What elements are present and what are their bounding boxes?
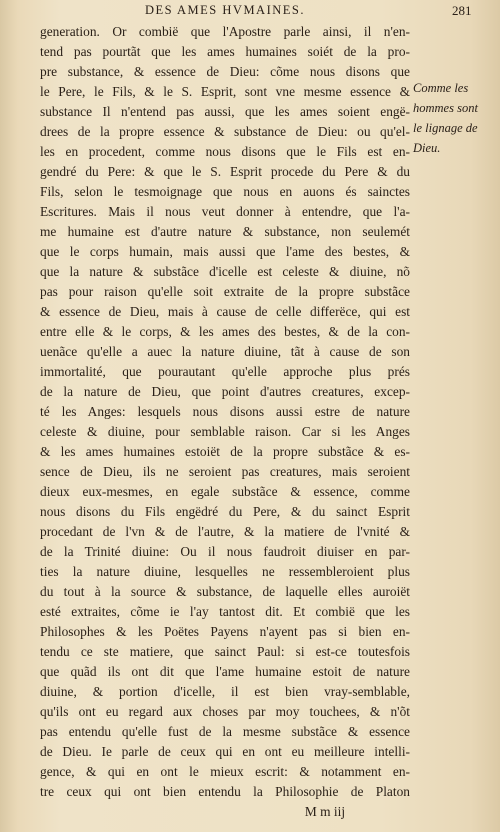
- running-title: DES AMES HVMAINES.: [144, 3, 305, 17]
- text-line: Fils, selon le tesmoignage que nous en auons és sainctes: [40, 184, 410, 199]
- text-line: diuine, & portion d'icelle, il est bien vray-semblable,: [40, 684, 410, 699]
- text-line: gendré du Pere: & que le S. Esprit procede du Pere & du: [40, 164, 410, 179]
- text-line: de la Trinité diuine: Ou il nous faudroit diuiser en par-: [40, 544, 410, 559]
- text-line: té les Anges: lesquels nous disons aussi estre de nature: [40, 404, 410, 419]
- text-line: tre ceux qui ont bien entendu la Philosophie de Platon: [40, 784, 410, 799]
- text-line: generation. Or combië que l'Apostre parle ainsi, il n'en-: [40, 24, 410, 39]
- text-line: les en procedent, comme nous disons que le Fils est en-: [40, 144, 410, 159]
- text-line: pas entendu qu'elle fust de la mesme substãce & essence: [40, 724, 410, 739]
- text-line: nous disons du Fils engëdré du Pere, & du sainct Esprit: [40, 504, 410, 519]
- text-line: pre substance, & essence de Dieu: cõme nous disons que: [40, 64, 410, 79]
- text-line: que le corps humain, mais aussi que l'ame des bestes, &: [40, 244, 410, 259]
- text-line: sence de Dieu, ils ne seroient pas creatures, mais seroient: [40, 464, 410, 479]
- text-line: que la nature & substãce d'icelle est celeste & diuine, nõ: [40, 264, 410, 279]
- text-line: de Dieu. Ie parle de ceux qui en ont eu meilleure intelli-: [40, 744, 410, 759]
- text-line: Escritures. Mais il nous veut donner à entendre, que l'a-: [40, 204, 410, 219]
- margin-note-line: le lignage de: [413, 121, 478, 135]
- text-line: que quãd ils ont dit que l'ame humaine estoit de nature: [40, 664, 410, 679]
- text-line: substance Il n'entend pas aussi, que les ames soient engë-: [40, 104, 410, 119]
- text-line: ties la nature diuine, lesquelles ne ressembleroient plus: [40, 564, 410, 579]
- text-line: dieux eux-mesmes, en egale substãce & essence, comme: [40, 484, 410, 499]
- margin-note-line: hommes sont: [413, 101, 478, 115]
- text-line: entre elle & le corps, & les ames des bestes, & de la con-: [40, 324, 410, 339]
- page-number: 281: [452, 3, 472, 18]
- text-line: me humaine est d'autre nature & substance, non seulemét: [40, 224, 410, 239]
- text-line: procedant de l'vn & de l'autre, & la matiere de l'vnité &: [40, 524, 410, 539]
- text-line: drees de la propre essence & substance de Dieu: ou qu'el-: [40, 124, 410, 139]
- text-line: & les ames humaines estoiët de la propre substãce & es-: [40, 444, 410, 459]
- text-line: & essence de Dieu, mais à cause de celle differëce, qui est: [40, 304, 410, 319]
- text-line: de la nature de Dieu, que point d'autres creatures, excep-: [40, 384, 410, 399]
- text-line: tend pas pourtãt que les ames humaines soiét de la pro-: [40, 44, 410, 59]
- text-line: qu'ils ont eu regard aux choses par moy touchees, & n'õt: [40, 704, 410, 719]
- text-line: du tout à la source & substance, de laquelle elles auroiët: [40, 584, 410, 599]
- body-text: [40, 22, 410, 822]
- text-line: pas pour raison qu'elle soit extraite de la propre substãce: [40, 284, 410, 299]
- text-line: celeste & diuine, pour semblable raison. Car si les Anges: [40, 424, 410, 439]
- text-line: esté extraites, cõme ie l'ay tantost dit. Et combië que les: [40, 604, 410, 619]
- text-line: Philosophes & les Poëtes Payens n'ayent pas si bien en-: [40, 624, 410, 639]
- signature-mark: M m iij: [304, 804, 346, 819]
- text-line: immortalité, que pourautant qu'elle approche plus prés: [40, 364, 410, 379]
- text-line: le Pere, le Fils, & le S. Esprit, sont vne mesme essence &: [40, 84, 410, 99]
- text-line: tendu ce ste matiere, que sainct Paul: si est-ce toutesfois: [40, 644, 410, 659]
- text-line: gence, & qui en ont le mieux escrit: & notamment en-: [40, 764, 410, 779]
- margin-note-line: Dieu.: [413, 141, 441, 155]
- margin-note-line: Comme les: [413, 81, 469, 95]
- margin-note: [413, 78, 500, 158]
- text-line: uenãce qu'elle a auec la nature diuine, tãt à cause de son: [40, 344, 410, 359]
